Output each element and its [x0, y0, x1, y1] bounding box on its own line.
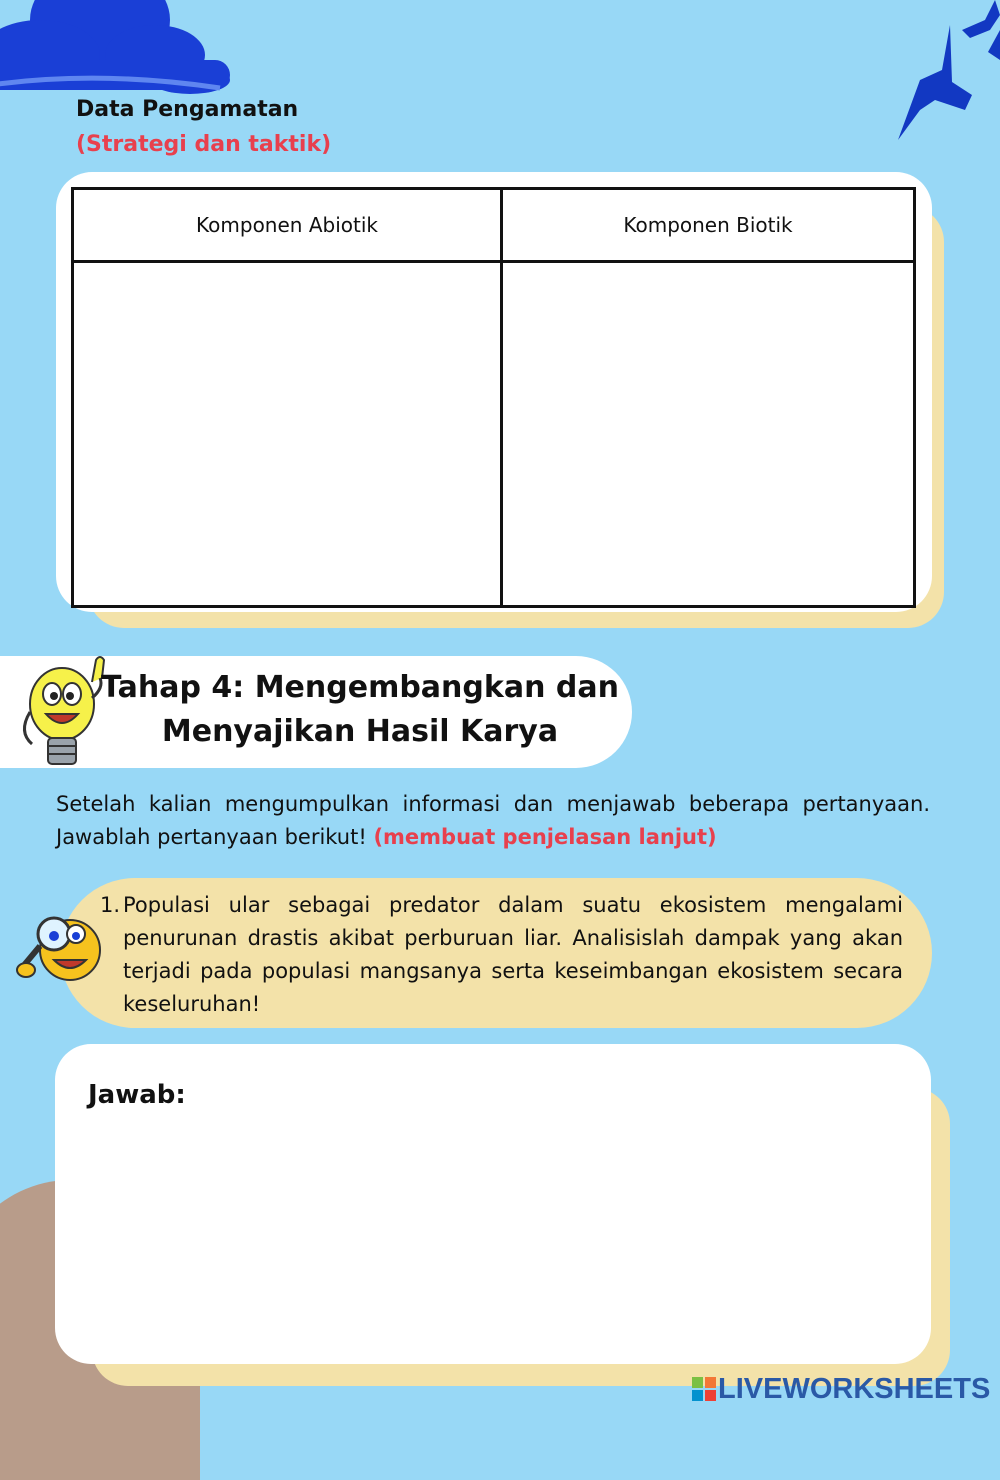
observation-table [71, 187, 916, 608]
question-text: Populasi ular sebagai predator dalam suatu ekosistem mengalami penurunan drastis akibat perburuan liar. Analisislah dampak yang akan terjadi pada populasi mangsanya serta keseimbangan ekosistem secara keseluruhan! [123, 893, 903, 1016]
cloud-icon [0, 0, 240, 100]
bird-icon [890, 0, 1000, 150]
lightbulb-icon [14, 652, 114, 776]
intro-highlight: (membuat penjelasan lanjut) [373, 825, 717, 849]
question-number: 1. [100, 893, 121, 917]
biotic-input-cell[interactable] [502, 262, 915, 607]
observation-subtitle: (Strategi dan taktik) [76, 132, 332, 157]
answer-input-area[interactable] [55, 1044, 931, 1364]
table-row [73, 262, 915, 607]
column-header-biotic: Komponen Biotik [502, 189, 915, 262]
logo-text: LIVEWORKSHEETS [718, 1372, 991, 1405]
answer-label: Jawab: [88, 1080, 186, 1110]
magnifier-smiley-icon [10, 906, 104, 984]
observation-title: Data Pengamatan [76, 97, 299, 122]
intro-paragraph [56, 788, 930, 854]
stage-title-line1: Tahap 4: Mengembangkan dan [101, 670, 619, 705]
liveworksheets-logo-icon [692, 1377, 716, 1401]
abiotic-input-cell[interactable] [73, 262, 502, 607]
column-header-abiotic: Komponen Abiotik [73, 189, 502, 262]
liveworksheets-logo [692, 1374, 990, 1404]
intro-text: Setelah kalian mengumpulkan informasi dan menjawab beberapa pertanyaan. Jawablah pertanyaan berikut! [56, 792, 930, 849]
stage-title-line2: Menyajikan Hasil Karya [161, 714, 559, 749]
